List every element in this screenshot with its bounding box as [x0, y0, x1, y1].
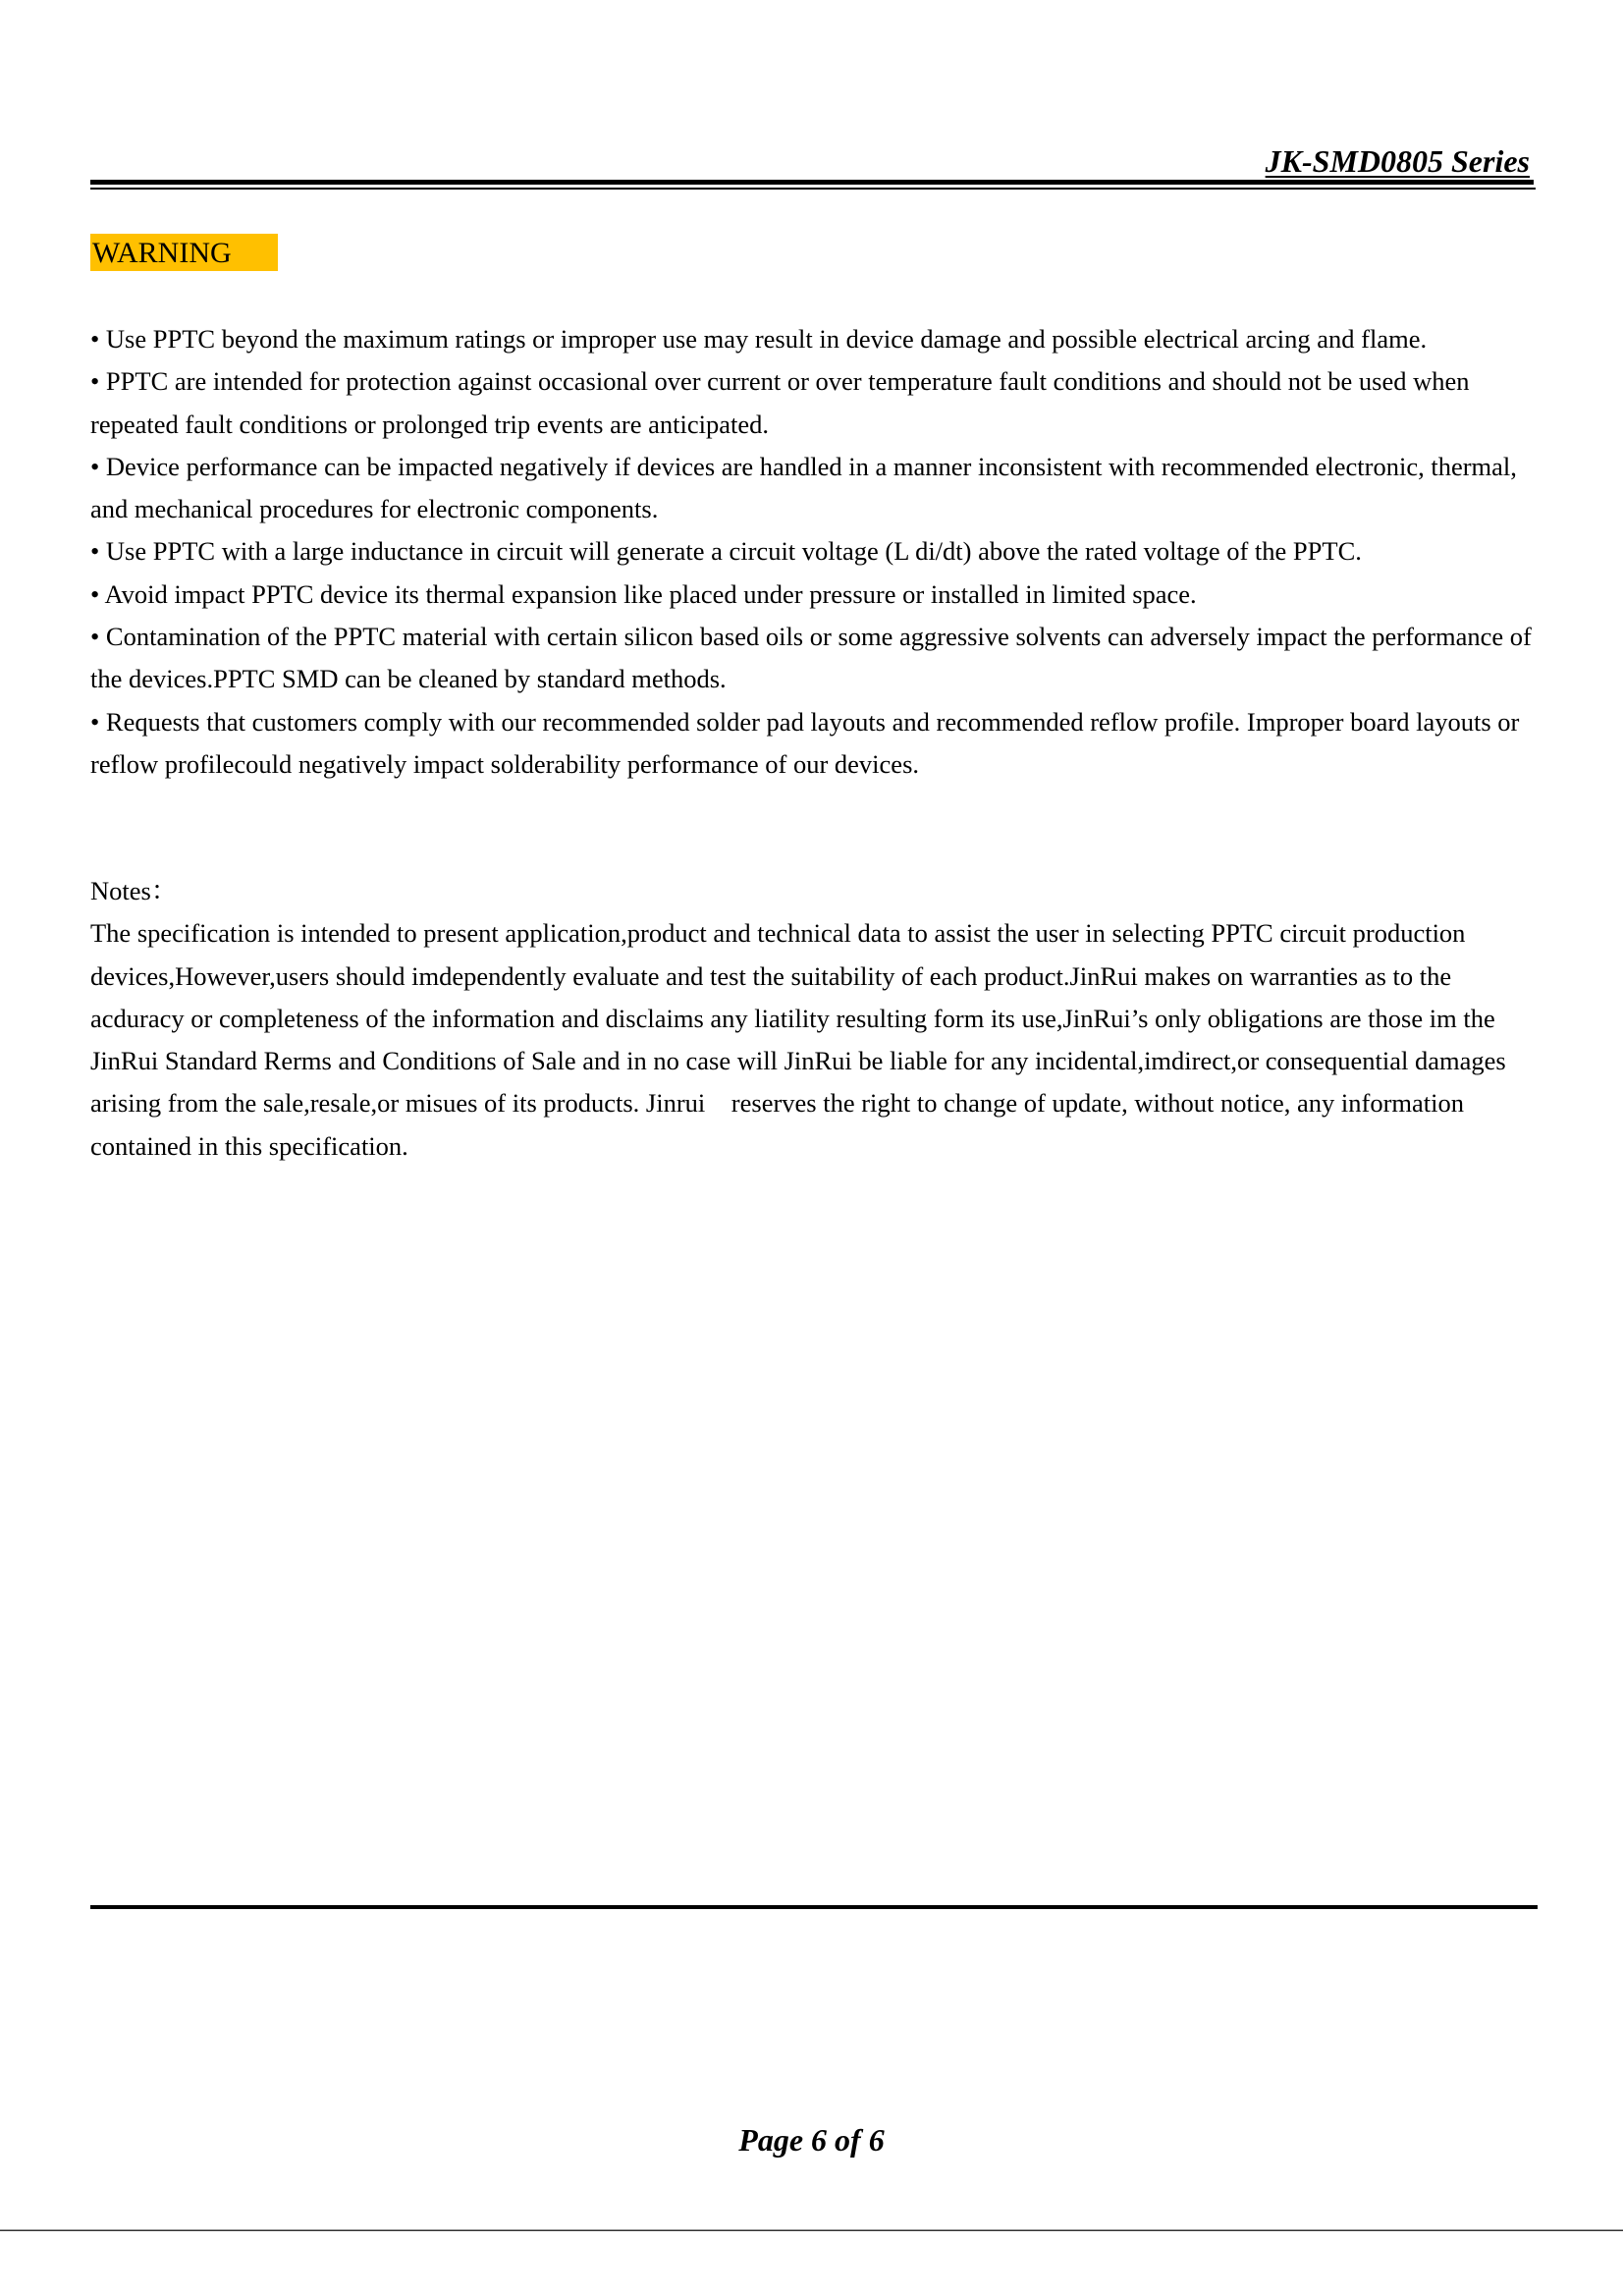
- warning-item: • Contamination of the PPTC material with certain silicon based oils or some aggressive solvents can adversely impact the performance of the devices.PPTC SMD can be cleaned by standard methods.: [90, 622, 1532, 694]
- notes-section: [90, 870, 1543, 1168]
- warning-item: • Use PPTC with a large inductance in circuit will generate a circuit voltage (L di/dt) above the rated voltage of the PPTC.: [90, 536, 1362, 567]
- warning-item: • PPTC are intended for protection against occasional over current or over temperature fault conditions and should not be used when repeated fault conditions or prolonged trip events are anticipated.: [90, 366, 1470, 439]
- warning-item: • Avoid impact PPTC device its thermal expansion like placed under pressure or installed in limited space.: [90, 578, 1197, 609]
- header-rule-thick: [90, 180, 1534, 185]
- page-edge-divider: [0, 2229, 1623, 2231]
- warning-label: WARNING: [90, 234, 278, 271]
- warning-list: [90, 318, 1543, 786]
- notes-body: The specification is intended to present application,product and technical data to assist the user in selecting PPTC circuit production devices,However,users should imdependently evaluate and test the suitability of each product.JinRui makes on warranties as to the acduracy or completeness of the information and disclaims any liatility resulting form its use,JinRui’s only obligations are those im the JinRui Standard Rerms and Conditions of Sale and in no case will JinRui be liable for any incidental,imdirect,or consequential damages arising from the sale,resale,or misues of its products. Jinrui reserves the right to change of update, without notice, any information contained in this specification.: [90, 918, 1513, 1161]
- footer-rule: [90, 1905, 1538, 1909]
- notes-heading: Notes：: [90, 876, 178, 905]
- series-title: JK-SMD0805 Series: [1265, 143, 1530, 179]
- warning-item: • Device performance can be impacted negatively if devices are handled in a manner inconsistent with recommended electronic, thermal, and mechanical procedures for electronic components.: [90, 451, 1517, 524]
- header-rule-thin: [90, 188, 1536, 190]
- page-number: Page 6 of 6: [738, 2122, 885, 2158]
- warning-item: • Requests that customers comply with our recommended solder pad layouts and recommended reflow profile. Improper board layouts or reflow profilecould negatively impact solderability performance of our devices.: [90, 706, 1520, 779]
- warning-item: • Use PPTC beyond the maximum ratings or improper use may result in device damage and possible electrical arcing and flame.: [90, 324, 1428, 354]
